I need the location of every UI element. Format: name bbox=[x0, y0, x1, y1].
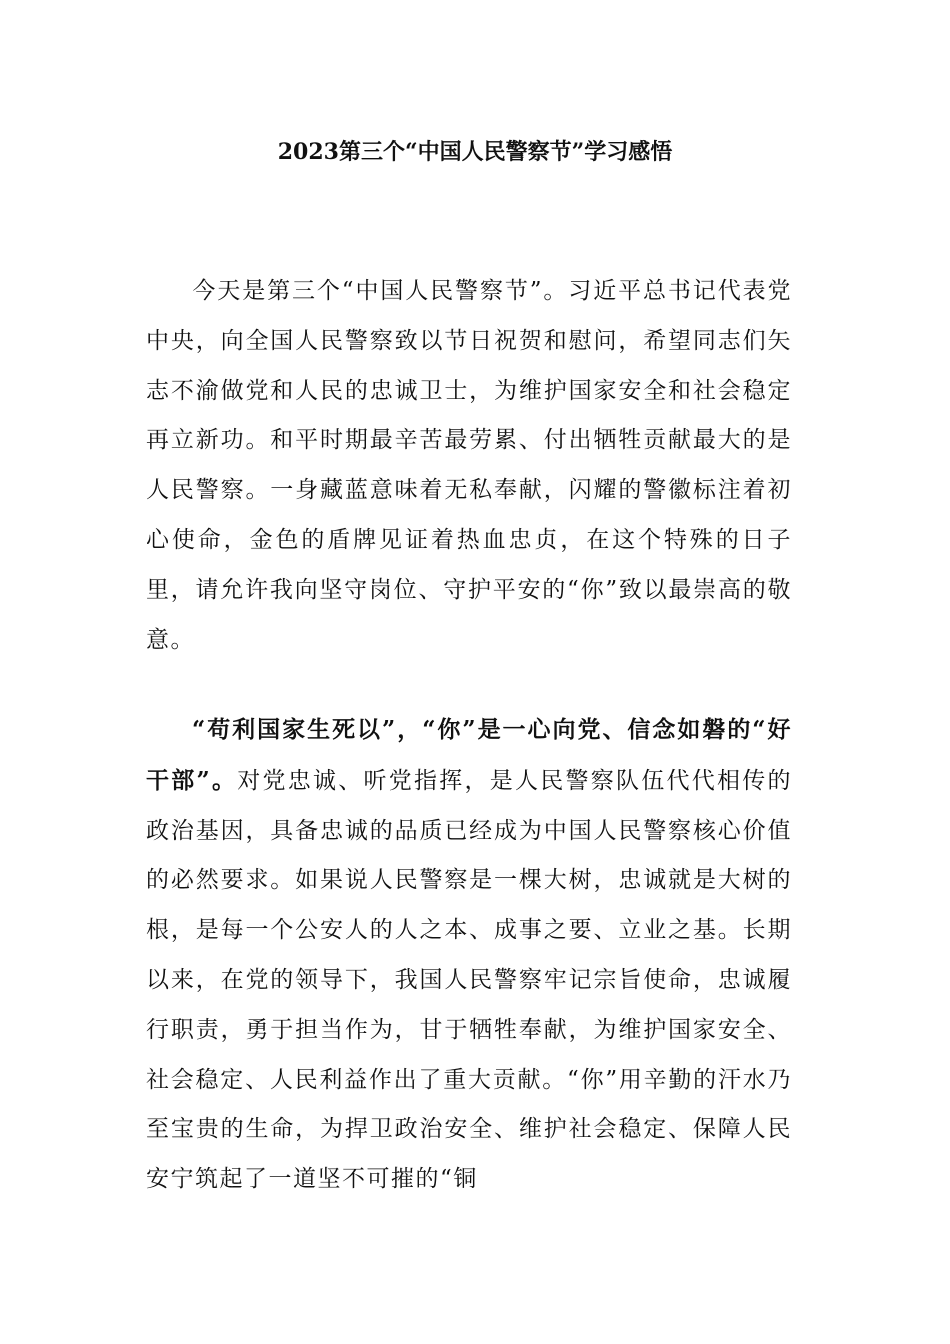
paragraph-1-text: 今天是第三个“中国人民警察节”。习近平总书记代表党中央，向全国人民警察致以节日祝贺和慰问，希望同志们矢志不渝做党和人民的忠诚卫士，为维护国家安全和社会稳定再立新功。和平时期最辛苦最劳累、付出牺牲贡献最大的是人民警察。一身藏蓝意味着无私奉献，闪耀的警徽标注着初心使命，金色的盾牌见证着热血忠贞，在这个特殊的日子里，请允许我向坚守岗位、守护平安的“你”致以最崇高的敬意。 bbox=[146, 278, 792, 653]
paragraph-2-text: 对党忠诚、听党指挥，是人民警察队伍代代相传的政治基因，具备忠诚的品质已经成为中国人民警察核心价值的必然要求。如果说人民警察是一棵大树，忠诚就是大树的根，是每一个公安人的人之本、成事之要、立业之基。长期以来，在党的领导下，我国人民警察牢记宗旨使命，忠诚履行职责，勇于担当作为，甘于牺牲奉献，为维护国家安全、社会稳定、人民利益作出了重大贡献。“你”用辛勤的汗水乃至宝贵的生命，为捍卫政治安全、维护社会稳定、保障人民安宁筑起了一道坚不可摧的“铜 bbox=[146, 767, 792, 1193]
paragraph-2-lead: “苟利国家生死以”，“你”是一心向党、信念如磐的“好干部”。 bbox=[146, 716, 792, 794]
document-title: 2023第三个“中国人民警察节”学习感悟 bbox=[277, 139, 673, 165]
paragraph-2 bbox=[146, 705, 792, 1205]
paragraph-1 bbox=[146, 267, 792, 665]
